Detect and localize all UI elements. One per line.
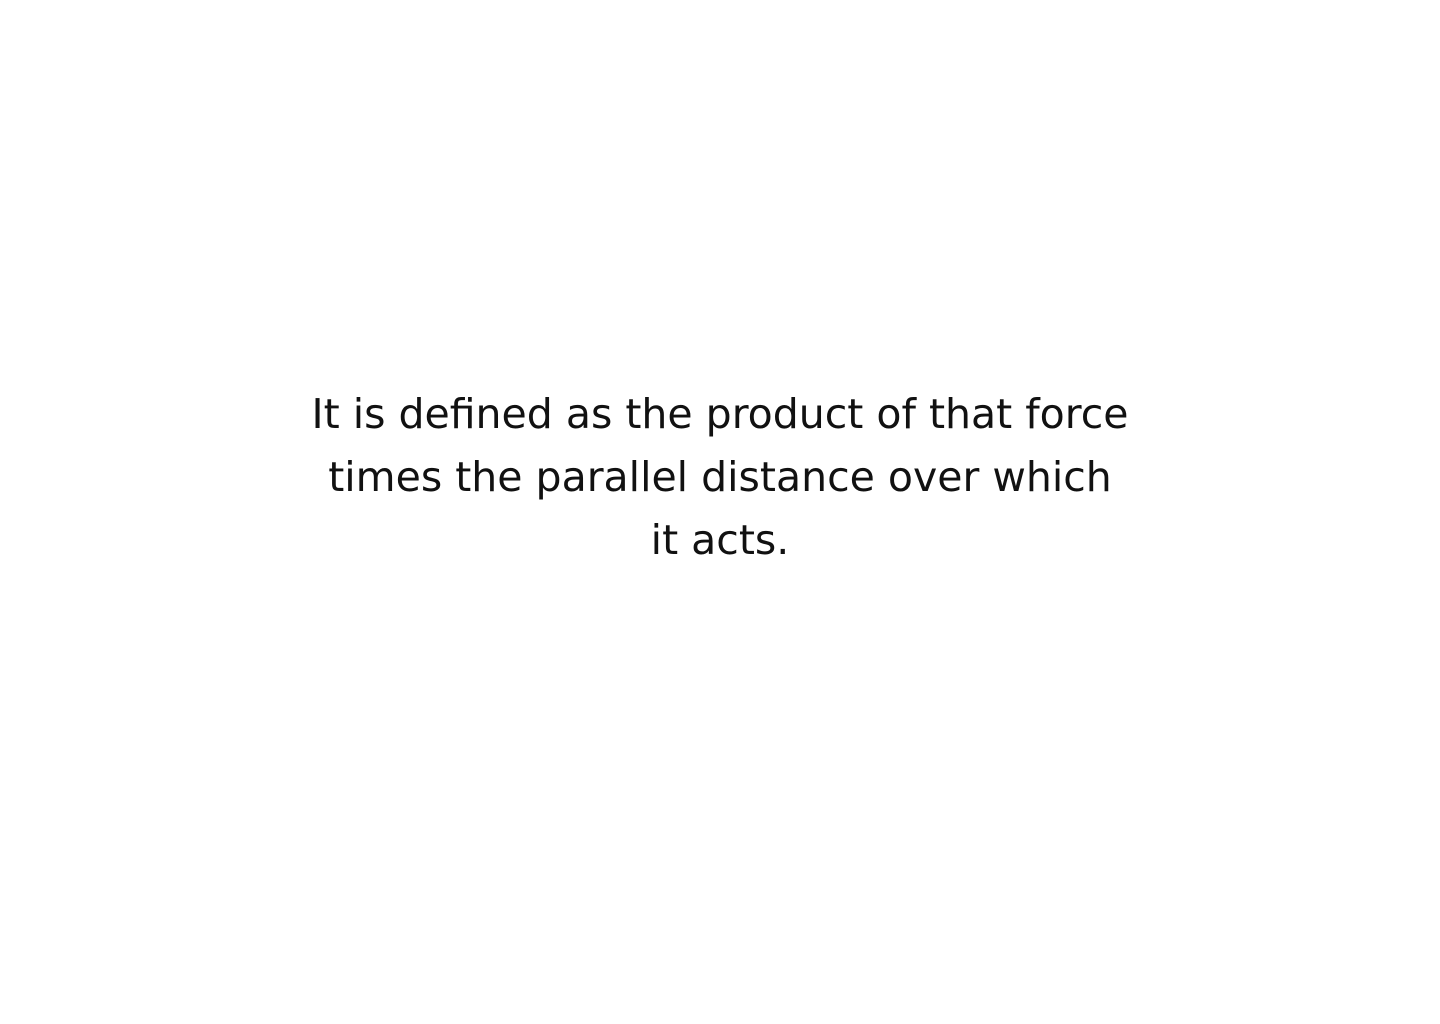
text-line-2: times the parallel distance over which [328,453,1112,501]
text-line-1: It is defined as the product of that force [311,390,1129,438]
slide-body-text [240,383,1200,572]
text-line-3: it acts. [650,516,790,564]
